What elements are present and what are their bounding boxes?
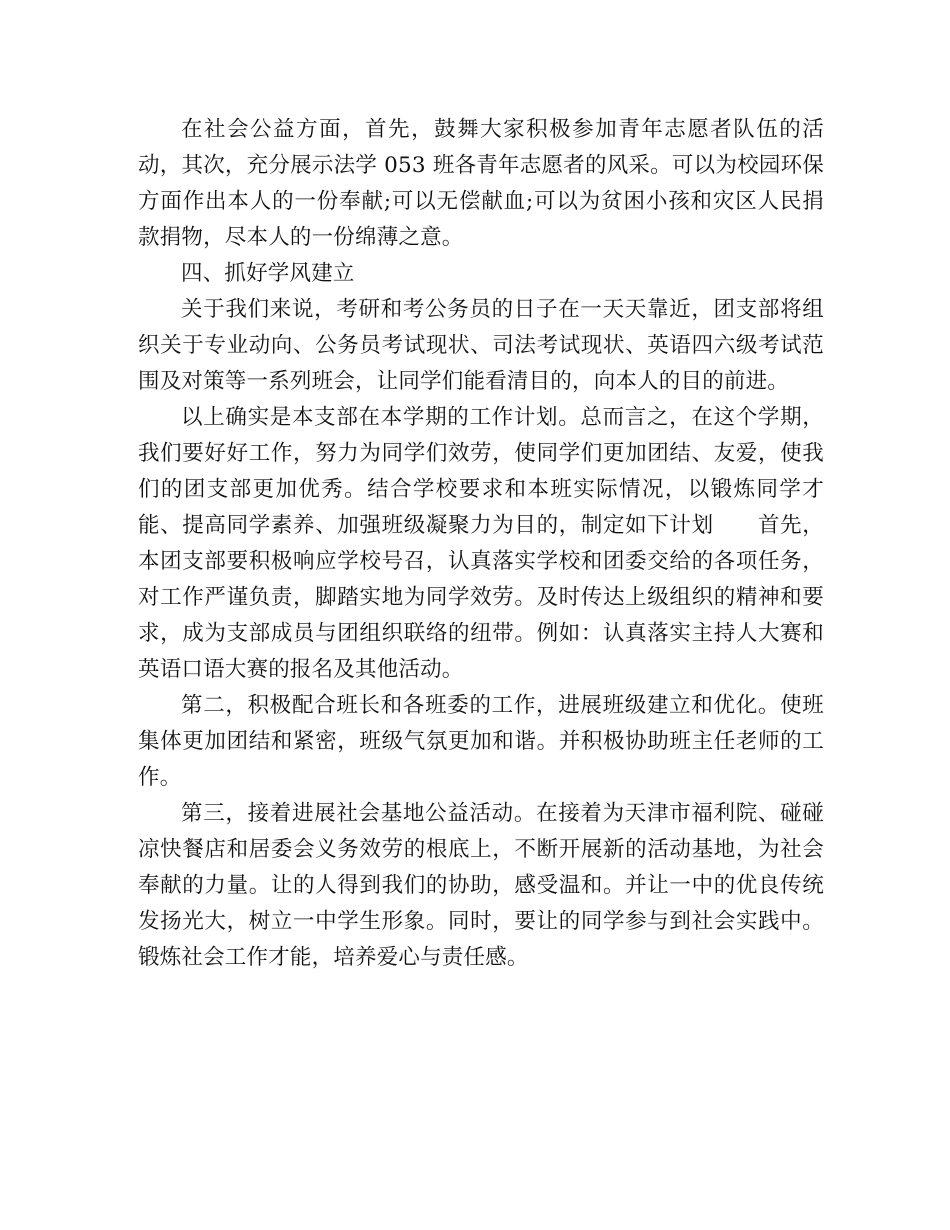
section-heading-study-style: 四、抓好学风建立 bbox=[181, 261, 355, 286]
paragraph-work-plan-summary: 以上确实是本支部在本学期的工作计划。总而言之，在这个学期，我们要好好工作，努力为同学们效劳，使同学们更加团结、友爱，使我们的团支部更加优秀。结合学校要求和本班实际情况，以锻炼同学才能、提高同学素养、加强班级凝聚力为目的，制定如下计划 首先，本团支部要积极响应学校号召，认真落实学校和团委交给的各项任务，对工作严谨负责，脚踏实地为同学效劳。及时传达上级组织的精神和要求，成为支部成员与团组织联络的纽带。例如：认真落实主持人大赛和英语口语大赛的报名及其他活动。 bbox=[138, 405, 824, 682]
paragraph-public-welfare: 在社会公益方面，首先，鼓舞大家积极参加青年志愿者队伍的活动，其次，充分展示法学 053 班各青年志愿者的风采。可以为校园环保方面作出本人的一份奉献;可以无偿献血;可以为贫困小孩和灾区人民捐款捐物，尽本人的一份绵薄之意。 bbox=[138, 117, 824, 250]
paragraph-third-point: 第三，接着进展社会基地公益活动。在接着为天津市福利院、碰碰凉快餐店和居委会义务效劳的根底上，不断开展新的活动基地，为社会奉献的力量。让的人得到我们的协助，感受温和。并让一中的优良传统发扬光大，树立一中学生形象。同时，要让的同学参与到社会实践中。锻炼社会工作才能，培养爱心与责任感。 bbox=[138, 801, 824, 970]
paragraph-second-point: 第二，积极配合班长和各班委的工作，进展班级建立和优化。使班集体更加团结和紧密，班级气氛更加和谐。并积极协助班主任老师的工作。 bbox=[138, 693, 824, 790]
document-body bbox=[138, 112, 824, 976]
paragraph-exam-preparation: 关于我们来说，考研和考公务员的日子在一天天靠近，团支部将组织关于专业动向、公务员考试现状、司法考试现状、英语四六级考试范围及对策等一系列班会，让同学们能看清目的，向本人的目的前进。 bbox=[138, 297, 824, 394]
